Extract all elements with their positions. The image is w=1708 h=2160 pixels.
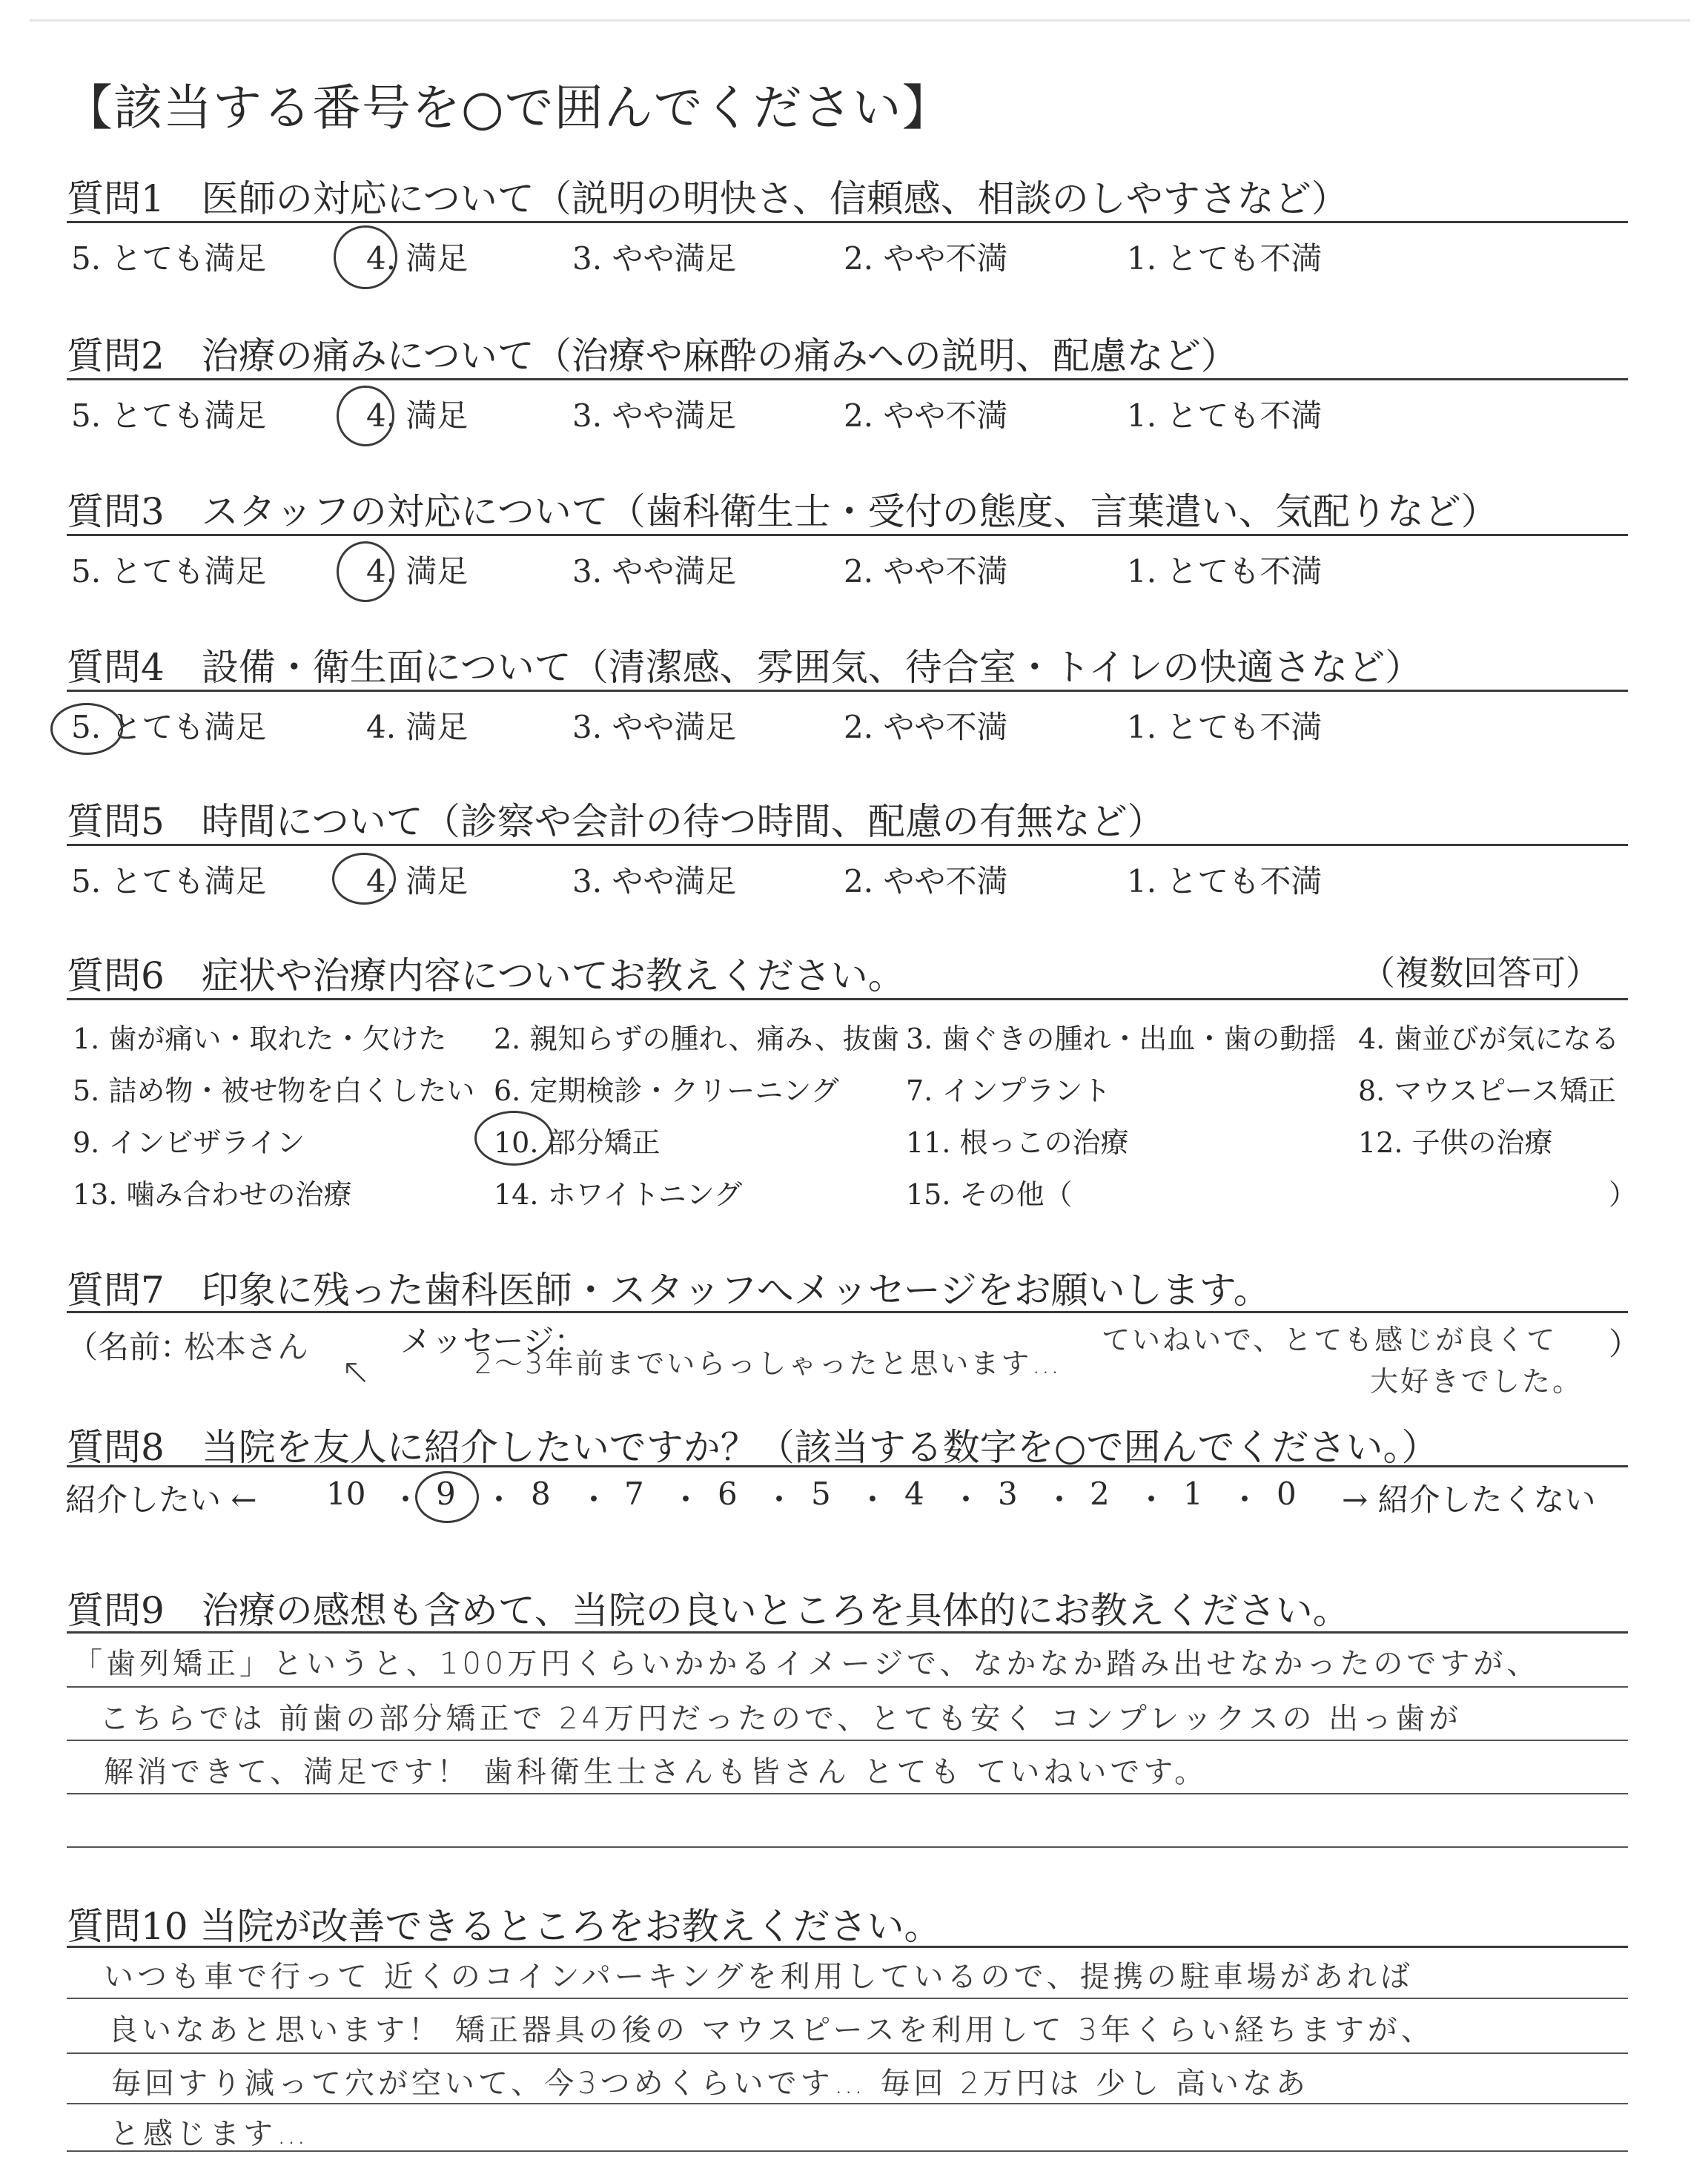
q2-option-4[interactable]: 4. 満足 — [366, 397, 469, 434]
q8-value-8[interactable]: 8 — [531, 1476, 551, 1512]
q7-note: 2〜3年前までいらっしゃったと思います… — [474, 1347, 1062, 1380]
q4-selection-circle — [50, 703, 123, 755]
q8-value-2[interactable]: 2 — [1090, 1476, 1110, 1512]
q8-separator: ・ — [950, 1482, 982, 1518]
question-5-title: 質問5 時間について（診察や会計の待つ時間、配慮の有無など） — [67, 800, 1165, 843]
question-3-title: 質問3 スタッフの対応について（歯科衛生士・受付の態度、言葉遣い、気配りなど） — [67, 490, 1498, 533]
q8-separator: ・ — [483, 1482, 515, 1518]
question-3-rule — [67, 534, 1628, 536]
question-1-title: 質問1 医師の対応について（説明の明快さ、信頼感、相談のしやすさなど） — [67, 177, 1348, 220]
q10-line-4[interactable]: と感じます… — [110, 2117, 310, 2151]
q5-option-4[interactable]: 4. 満足 — [366, 863, 469, 899]
q6-item-6[interactable]: 6. 定期検診・クリーニング — [494, 1074, 839, 1107]
q6-close-paren: ） — [1609, 1178, 1638, 1211]
q8-value-10[interactable]: 10 — [326, 1476, 366, 1512]
q9-writing-line — [67, 1740, 1628, 1741]
q6-item-9[interactable]: 9. インビザライン — [73, 1126, 305, 1159]
question-10-title: 質問10 当院が改善できるところをお教えください。 — [67, 1905, 941, 1948]
q3-option-2[interactable]: 2. やや不満 — [844, 553, 1008, 589]
q7-close-paren: ） — [1609, 1326, 1641, 1362]
q9-line-3[interactable]: 解消できて、満足です！ 歯科衛生士さんも皆さん とても ていねいです。 — [104, 1755, 1208, 1789]
q6-item-7[interactable]: 7. インプラント — [906, 1074, 1111, 1107]
page-title: 【該当する番号を○で囲んでください】 — [64, 79, 952, 136]
q10-writing-line — [67, 1998, 1628, 1999]
question-9-title: 質問9 治療の感想も含めて、当院の良いところを具体的にお教えください。 — [67, 1589, 1350, 1632]
q6-item-5[interactable]: 5. 詰め物・被せ物を白くしたい — [73, 1074, 475, 1107]
question-10-rule — [67, 1946, 1628, 1948]
q8-value-5[interactable]: 5 — [811, 1476, 831, 1512]
q10-writing-line — [67, 2150, 1628, 2152]
q6-item-3[interactable]: 3. 歯ぐきの腫れ・出血・歯の動揺 — [906, 1023, 1337, 1055]
q8-value-1[interactable]: 1 — [1183, 1476, 1203, 1512]
q1-option-1[interactable]: 1. とても不満 — [1127, 240, 1323, 277]
question-6-rule — [67, 998, 1628, 1000]
q6-item-15[interactable]: 15. その他（ — [906, 1178, 1073, 1211]
question-6-note: （複数回答可） — [1361, 953, 1600, 993]
q8-separator: ・ — [1044, 1482, 1076, 1518]
q2-option-2[interactable]: 2. やや不満 — [844, 397, 1008, 434]
q6-item-11[interactable]: 11. 根っこの治療 — [906, 1126, 1129, 1159]
q6-item-1[interactable]: 1. 歯が痛い・取れた・欠けた — [73, 1023, 447, 1055]
q8-selection-circle — [415, 1471, 479, 1523]
q8-separator: ・ — [857, 1482, 889, 1518]
q3-option-5[interactable]: 5. とても満足 — [71, 553, 267, 589]
q8-value-3[interactable]: 3 — [998, 1476, 1018, 1512]
question-2-rule — [67, 378, 1628, 380]
q6-item-14[interactable]: 14. ホワイトニング — [494, 1178, 743, 1211]
q10-line-1[interactable]: いつも車で行って 近くのコインパーキングを利用しているので、提携の駐車場があれば — [104, 1960, 1414, 1994]
q8-value-4[interactable]: 4 — [904, 1476, 924, 1512]
q6-item-2[interactable]: 2. 親知らずの腫れ、痛み、抜歯 — [494, 1023, 899, 1055]
q9-writing-line — [67, 1793, 1628, 1794]
q8-value-9[interactable]: 9 — [436, 1476, 456, 1512]
q6-item-13[interactable]: 13. 噛み合わせの治療 — [73, 1178, 352, 1211]
q8-value-6[interactable]: 6 — [718, 1476, 738, 1512]
q5-option-5[interactable]: 5. とても満足 — [71, 863, 267, 899]
question-4-rule — [67, 690, 1628, 692]
q2-option-3[interactable]: 3. やや満足 — [572, 397, 737, 434]
question-1-rule — [67, 221, 1628, 223]
q8-separator: ・ — [390, 1482, 422, 1518]
question-8-rule — [67, 1465, 1628, 1467]
q6-item-4[interactable]: 4. 歯並びが気になる — [1358, 1023, 1620, 1055]
question-4-title: 質問4 設備・衛生面について（清潔感、雰囲気、待合室・トイレの快適さなど） — [67, 646, 1423, 689]
q8-separator: ・ — [670, 1482, 702, 1518]
top-border — [30, 19, 1690, 22]
q8-value-7[interactable]: 7 — [624, 1476, 644, 1512]
q9-writing-line — [67, 1686, 1628, 1688]
q8-right-label: → 紹介したくない — [1342, 1482, 1596, 1518]
question-8-title: 質問8 当院を友人に紹介したいですか？（該当する数字を○で囲んでください。） — [67, 1426, 1439, 1469]
question-7-rule — [67, 1311, 1628, 1313]
q1-option-2[interactable]: 2. やや不満 — [844, 240, 1008, 277]
question-2-title: 質問2 治療の痛みについて（治療や麻酔の痛みへの説明、配慮など） — [67, 334, 1238, 377]
arrow-icon: ↖ — [341, 1351, 371, 1393]
q9-line-2[interactable]: こちらでは 前歯の部分矯正で 24万円だったので、とても安く コンプレックスの 出っ歯が — [99, 1702, 1463, 1736]
q3-option-3[interactable]: 3. やや満足 — [572, 553, 737, 589]
q8-separator: ・ — [1229, 1482, 1261, 1518]
q3-option-4[interactable]: 4. 満足 — [366, 553, 469, 589]
q8-separator: ・ — [764, 1482, 795, 1518]
q4-option-5[interactable]: 5. とても満足 — [71, 709, 267, 745]
q8-separator: ・ — [578, 1482, 610, 1518]
q6-item-10[interactable]: 10. 部分矯正 — [494, 1126, 661, 1159]
q5-option-3[interactable]: 3. やや満足 — [572, 863, 737, 899]
q1-option-4[interactable]: 4. 満足 — [366, 240, 469, 277]
q6-selection-circle — [474, 1111, 553, 1166]
q10-line-3[interactable]: 毎回すり減って穴が空いて、今3つめくらいです… 毎回 2万円は 少し 高いなあ — [111, 2067, 1309, 2101]
q4-option-2[interactable]: 2. やや不満 — [844, 709, 1008, 745]
q1-option-3[interactable]: 3. やや満足 — [572, 240, 737, 277]
q7-name-label: （名前： — [67, 1329, 192, 1365]
question-7-title: 質問7 印象に残った歯科医師・スタッフへメッセージをお願いします。 — [67, 1269, 1271, 1312]
q9-line-1[interactable]: 「歯列矯正」というと、100万円くらいかかるイメージで、なかなか踏み出せなかったのですが、 — [73, 1647, 1540, 1681]
q5-option-2[interactable]: 2. やや不満 — [844, 863, 1008, 899]
q8-separator: ・ — [1136, 1482, 1168, 1518]
q10-line-2[interactable]: 良いなあと思います！ 矯正器具の後の マウスピースを利用して 3年くらい経ちますが、 — [108, 2013, 1434, 2047]
q2-option-5[interactable]: 5. とても満足 — [71, 397, 267, 434]
q8-value-0[interactable]: 0 — [1277, 1476, 1297, 1512]
q3-selection-circle — [337, 541, 394, 602]
q4-option-1[interactable]: 1. とても不満 — [1127, 709, 1323, 745]
q10-writing-line — [67, 2103, 1628, 2104]
q7-message-label: メッセージ： — [400, 1323, 586, 1359]
q4-option-3[interactable]: 3. やや満足 — [572, 709, 737, 745]
q5-option-1[interactable]: 1. とても不満 — [1127, 863, 1323, 899]
q7-message-line-1[interactable]: ていねいで、とても感じが良くて — [1102, 1324, 1558, 1356]
q3-option-1[interactable]: 1. とても不満 — [1127, 553, 1323, 589]
q1-option-5[interactable]: 5. とても満足 — [71, 240, 267, 277]
question-6-title: 質問6 症状や治療内容についてお教えください。 — [67, 954, 905, 997]
q6-item-8[interactable]: 8. マウスピース矯正 — [1358, 1074, 1616, 1107]
question-5-rule — [67, 844, 1628, 846]
q2-selection-circle — [337, 386, 394, 446]
q8-left-label: 紹介したい ← — [65, 1482, 257, 1518]
q1-selection-circle — [334, 225, 397, 289]
q7-message-line-2[interactable]: 大好きでした。 — [1370, 1365, 1583, 1398]
q9-writing-line — [67, 1846, 1628, 1848]
q7-name-value[interactable]: 松本さん — [184, 1329, 309, 1365]
q5-selection-circle — [332, 853, 396, 905]
question-9-rule — [67, 1631, 1628, 1634]
q6-item-12[interactable]: 12. 子供の治療 — [1358, 1126, 1553, 1159]
q4-option-4[interactable]: 4. 満足 — [366, 709, 469, 745]
q10-writing-line — [67, 2052, 1628, 2054]
q2-option-1[interactable]: 1. とても不満 — [1127, 397, 1323, 434]
